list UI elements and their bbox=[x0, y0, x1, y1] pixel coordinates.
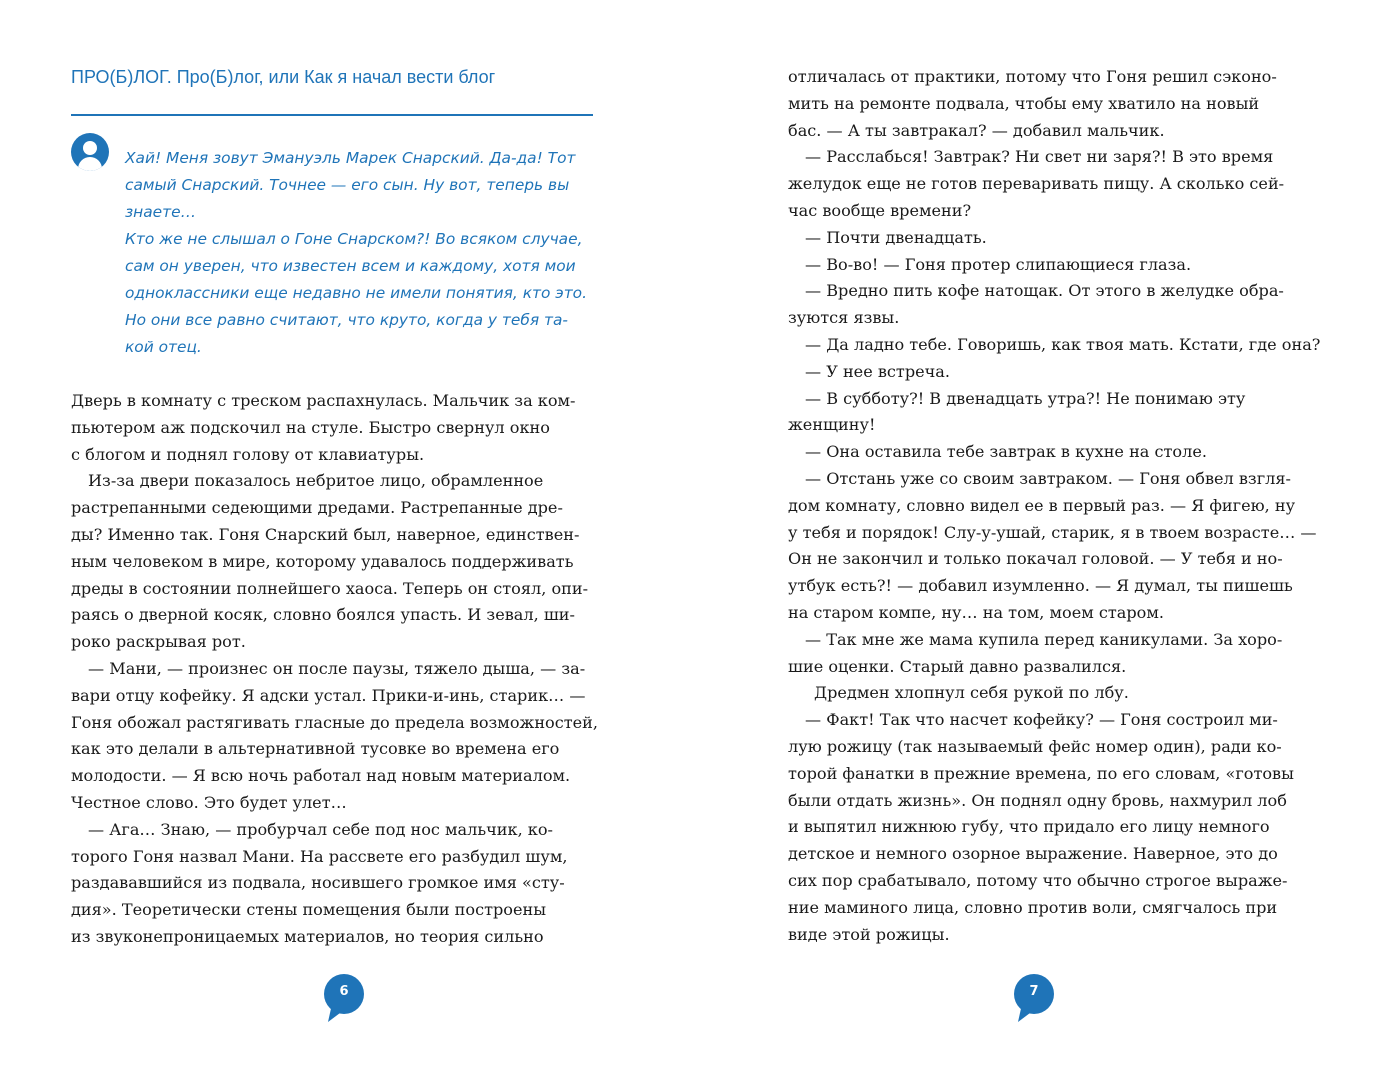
text-line: отличалась от практики, потому что Гоня решил сэконо- bbox=[788, 67, 1277, 86]
text-line: — У нее встреча. bbox=[805, 361, 951, 381]
text-line: с блогом и поднял голову от клавиатуры. bbox=[71, 444, 425, 464]
page-number: 6 bbox=[339, 984, 349, 999]
text-line: Он не закончил и только покачал головой. — У тебя и но- bbox=[788, 549, 1283, 569]
text-line: зуются язвы. bbox=[788, 308, 900, 328]
text-line: Из-за двери показалось небритое лицо, обрамленное bbox=[88, 471, 544, 491]
text-line: Дредмен хлопнул себя рукой по лбу. bbox=[814, 683, 1129, 703]
user-icon bbox=[71, 133, 109, 171]
text-line: — Вредно пить кофе натощак. От этого в желудке обра- bbox=[805, 281, 1284, 301]
text-line: торой фанатки в прежние времена, по его словам, «готовы bbox=[788, 763, 1294, 783]
text-line: Честное слово. Это будет улет… bbox=[71, 792, 347, 812]
text-line: дом комнату, словно видел ее в первый раз. — Я фигею, ну bbox=[788, 495, 1296, 515]
text-line: мить на ремонте подвала, чтобы ему хватило на новый bbox=[788, 93, 1260, 113]
text-line: и выпятил нижнюю губу, что придало его лицу немного bbox=[788, 817, 1270, 837]
text-line: ды? Именно так. Гоня Снарский был, наверное, единствен- bbox=[71, 524, 580, 544]
text-line: — Во-во! — Гоня протер слипающиеся глаза. bbox=[805, 254, 1192, 274]
page-number-badge bbox=[1014, 974, 1054, 1024]
text-line: дия». Теоретически стены помещения были построены bbox=[71, 900, 547, 920]
intro-line: Но они все равно считают, что круто, когда у тебя та- bbox=[125, 311, 568, 329]
text-line: ным человеком в мире, которому удавалось поддерживать bbox=[71, 551, 574, 571]
right-body-text bbox=[788, 64, 1321, 948]
text-line: как это делали в альтернативной тусовке во времена его bbox=[71, 739, 560, 759]
intro-line: знаете… bbox=[125, 203, 196, 221]
intro-line: кой отец. bbox=[125, 338, 202, 356]
text-line: растрепанными седеющими дредами. Растрепанные дре- bbox=[71, 498, 563, 518]
intro-line: сам он уверен, что известен всем и каждому, хотя мои bbox=[125, 257, 576, 275]
text-line: — В субботу?! В двенадцать утра?! Не понимаю эту bbox=[805, 388, 1246, 408]
text-line: из звуконепроницаемых материалов, но теория сильно bbox=[71, 926, 544, 946]
intro-line: Хай! Меня зовут Эмануэль Марек Снарский. Да-да! Тот bbox=[125, 149, 576, 167]
text-line: детское и немного озорное выражение. Наверное, это до bbox=[788, 844, 1278, 864]
text-line: час вообще времени? bbox=[788, 200, 972, 220]
intro-line: Кто же не слышал о Гоне Снарском?! Во всяком случае, bbox=[125, 230, 583, 248]
text-line: — Почти двенадцать. bbox=[805, 227, 987, 247]
text-line: молодости. — Я всю ночь работал над новым материалом. bbox=[71, 766, 571, 786]
text-line: — Факт! Так что насчет кофейку? — Гоня состроил ми- bbox=[805, 710, 1278, 730]
text-line: виде этой рожицы. bbox=[788, 924, 950, 944]
left-body-text bbox=[71, 388, 601, 951]
text-line: — Она оставила тебе завтрак в кухне на столе. bbox=[805, 442, 1207, 462]
text-line: — Отстань уже со своим завтраком. — Гоня обвел взгля- bbox=[805, 468, 1291, 488]
text-line: Дверь в комнату с треском распахнулась. Мальчик за ком- bbox=[71, 391, 576, 410]
text-line: дреды в состоянии полнейшего хаоса. Теперь он стоял, опи- bbox=[71, 578, 589, 598]
text-line: — Ага… Знаю, — пробурчал себе под нос мальчик, ко- bbox=[88, 819, 553, 839]
text-line: у тебя и порядок! Слу-у-ушай, старик, я в твоем возрасте… — bbox=[788, 522, 1317, 542]
text-line: пьютером аж подскочил на стуле. Быстро свернул окно bbox=[71, 417, 550, 437]
text-line: роко раскрывая рот. bbox=[71, 632, 246, 652]
page-number-badge bbox=[324, 974, 364, 1024]
text-line: раясь о дверной косяк, словно боялся упасть. И зевал, ши- bbox=[71, 605, 575, 625]
text-line: — Расслабься! Завтрак? Ни свет ни заря?! В это время bbox=[805, 147, 1274, 167]
intro-blurb bbox=[125, 145, 600, 361]
text-line: торого Гоня назвал Мани. На рассвете его разбудил шум, bbox=[71, 846, 568, 866]
right-page bbox=[690, 0, 1380, 1076]
text-line: шие оценки. Старый давно развалился. bbox=[788, 656, 1127, 676]
text-line: на старом компе, ну… на том, моем старом. bbox=[788, 602, 1165, 622]
running-head: ПРО(Б)ЛОГ. Про(Б)лог, или Как я начал вести блог bbox=[71, 67, 496, 87]
speech-bubble-icon bbox=[324, 974, 364, 1024]
page-number: 7 bbox=[1029, 984, 1039, 999]
text-line: утбук есть?! — добавил изумленно. — Я думал, ты пишешь bbox=[788, 576, 1293, 596]
header-rule bbox=[71, 114, 593, 116]
text-line: — Мани, — произнес он после паузы, тяжело дыша, — за- bbox=[88, 658, 586, 678]
text-line: ние маминого лица, словно против воли, смягчалось при bbox=[788, 897, 1278, 917]
text-line: раздававшийся из подвала, носившего громкое имя «сту- bbox=[71, 873, 565, 893]
speech-bubble-icon bbox=[1014, 974, 1054, 1024]
text-line: женщину! bbox=[788, 415, 876, 435]
text-line: бас. — А ты завтракал? — добавил мальчик. bbox=[788, 120, 1165, 140]
text-line: были отдать жизнь». Он поднял одну бровь, нахмурил лоб bbox=[788, 790, 1287, 810]
text-line: вари отцу кофейку. Я адски устал. Прики-и-инь, старик… — bbox=[71, 685, 586, 705]
text-line: лую рожицу (так называемый фейс номер один), ради ко- bbox=[788, 736, 1282, 756]
text-line: Гоня обожал растягивать гласные до предела возможностей, bbox=[71, 712, 599, 732]
intro-line: самый Снарский. Точнее — его сын. Ну вот, теперь вы bbox=[125, 176, 570, 194]
text-line: — Да ладно тебе. Говоришь, как твоя мать. Кстати, где она? bbox=[805, 334, 1321, 354]
text-line: — Так мне же мама купила перед каникулами. За хоро- bbox=[805, 629, 1283, 649]
intro-line: одноклассники еще недавно не имели понятия, кто это. bbox=[125, 284, 587, 302]
text-line: желудок еще не готов переваривать пищу. А сколько сей- bbox=[788, 174, 1285, 194]
text-line: сих пор срабатывало, потому что обычно строгое выраже- bbox=[788, 870, 1288, 890]
